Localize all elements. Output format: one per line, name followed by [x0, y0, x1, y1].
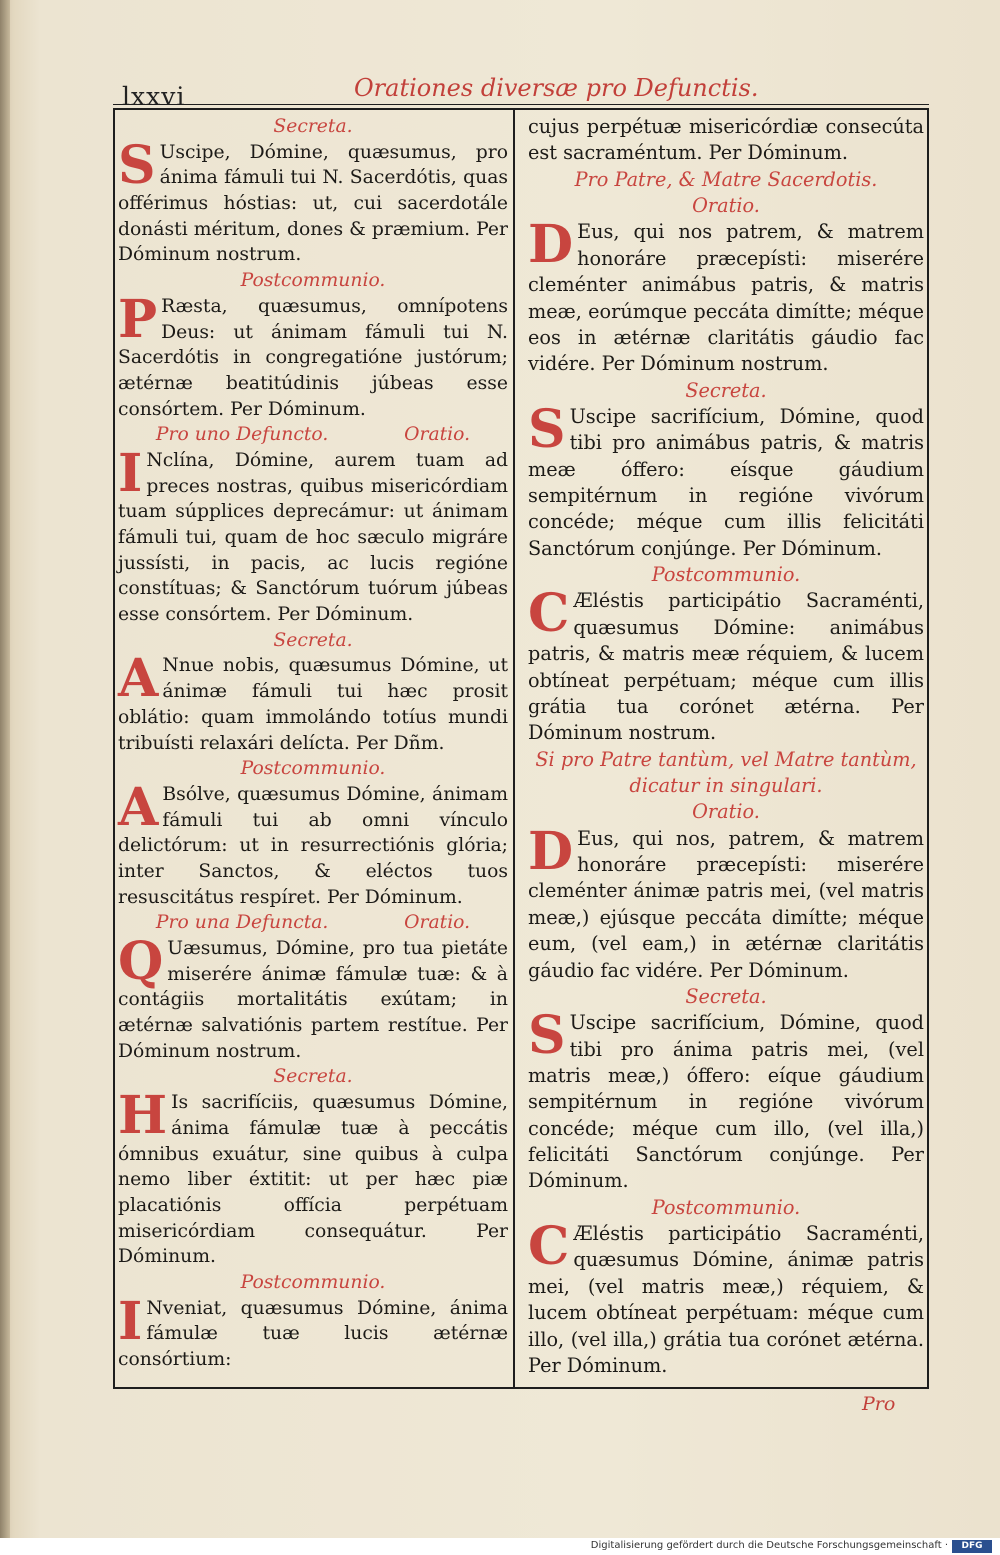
drop-cap: D	[528, 214, 574, 276]
drop-cap: P	[118, 288, 158, 350]
section-heading: Secreta.	[273, 1066, 353, 1088]
column-divider	[513, 108, 515, 1389]
prayer-body: Nclína, Dómine, aurem tuam ad preces nostras, quibus misericórdiam tuam súpplices deprecámur: ut ánimam fámuli tui, quam de hoc sæculo migráre jussísti, in pacis, ac lucis regióne constítuas; & Sanctórum tuórum júbeas esse consórtem. Per Dóminum.	[118, 449, 508, 626]
drop-cap: A	[118, 776, 159, 838]
running-title: Orationes diversæ pro Defunctis.	[354, 74, 759, 102]
prayer-text	[528, 1005, 924, 1195]
heading-title: Pro uno Defuncto.	[155, 424, 329, 446]
prayer-text	[528, 820, 924, 984]
heading-title: Pro una Defuncta.	[155, 912, 329, 934]
section-heading: Postcommunio.	[651, 563, 801, 587]
prayer-text	[528, 214, 924, 377]
heading-subtitle: Oratio.	[404, 424, 471, 446]
prayer-body: Bsólve, quæsumus Dómine, ánimam fámuli tui ab omni vínculo delictórum: ut in resurrectiónis glória; inter Sanctos, & eléctos tuos resuscitátus respíret. Per Dóminum.	[118, 783, 508, 908]
section-heading: Si pro Patre tantùm, vel Matre tantùm, dicatur in singulari.	[535, 747, 917, 797]
section-heading: Postcommunio.	[240, 1271, 386, 1293]
right-column	[528, 114, 924, 1379]
section-heading: Secreta.	[685, 378, 767, 402]
drop-cap: A	[118, 648, 159, 710]
prayer-body: Eus, qui nos patrem, & matrem honoráre præcepísti: miserére cleménter animábus patris, & matris meæ, eorúmque peccáta dimítte; méque eos in ætérnæ claritátis gáudio fac vidére. Per Dóminum nostrum.	[528, 220, 924, 376]
prayer-body: Eus, qui nos, patrem, & matrem honoráre præcepísti: miserére cleménter ánimæ patris mei, (vel matris meæ,) ejúsque peccáta dimítte; méque eum, (vel eam,) in ætérnæ claritátis gáudio fac vidére. Per Dóminum.	[528, 826, 924, 982]
prayer-text	[118, 134, 508, 268]
top-rule	[113, 104, 929, 105]
prayer-body: Uæsumus, Dómine, pro tua pietáte miserére ánimæ fámulæ tuæ: & à contágiis mortalitátis exútam; in ætérnæ salvatiónis partem restítue. Per Dóminum nostrum.	[118, 938, 508, 1062]
drop-cap: C	[528, 583, 570, 645]
section-heading	[118, 910, 508, 936]
prayer-text	[118, 1085, 508, 1270]
continued-prayer-text	[528, 114, 924, 167]
prayer-body: Uscipe sacrifícium, Dómine, quod tibi pro ánima patris mei, (vel matris meæ,) óffero: eíque gáudium sempitérnum in regióne vivórum concéde; méque cum illo, (vel illa,) felicitáti Sanctórum conjúnge. Per Dóminum.	[528, 1011, 924, 1193]
drop-cap: S	[528, 1005, 566, 1067]
drop-cap: D	[528, 820, 574, 882]
prayer-text	[118, 288, 508, 422]
drop-cap: Q	[118, 931, 164, 992]
prayer-body: cujus perpétuæ misericórdiæ consecúta est sacraméntum. Per Dóminum.	[528, 115, 924, 165]
page-number: lxxvi	[122, 82, 186, 111]
section-heading: Secreta.	[685, 984, 767, 1008]
prayer-text	[118, 1290, 508, 1373]
section-heading: Postcommunio.	[240, 758, 386, 780]
prayer-text	[118, 776, 508, 910]
prayer-text	[528, 583, 924, 746]
section-heading: Oratio.	[692, 800, 760, 824]
drop-cap: S	[118, 134, 156, 196]
funding-notice: Digitalisierung gefördert durch die Deutsche Forschungsgemeinschaft ·	[590, 1540, 948, 1551]
drop-cap: I	[118, 442, 143, 504]
prayer-text	[528, 1216, 924, 1379]
section-heading: Postcommunio.	[240, 270, 386, 292]
heading-subtitle: Oratio.	[404, 912, 471, 934]
prayer-body: Uscipe sacrifícium, Dómine, quod tibi pro animábus patris, & matris meæ óffero: eísque gáudium sempitérnum in regióne vivórum concéde; méque cum illis felicitáti Sanctórum conjúnge. Per Dóminum.	[528, 404, 924, 560]
prayer-text	[528, 398, 924, 562]
catchword: Pro	[862, 1393, 896, 1415]
section-heading: Pro Patre, & Matre Sacerdotis.	[574, 167, 878, 191]
prayer-body: Æléstis participátio Sacraménti, quæsumus Dómine: animábus patris, & matris meæ réquiem, & lucem obtíneat perpétuam; méque cum illis grátia tua corónet ætérna. Per Dóminum nostrum.	[528, 589, 924, 745]
left-column	[118, 114, 508, 1373]
prayer-body: Ræsta, quæsumus, omnípotens Deus: ut ánimam fámuli tui N. Sacerdótis in congregatióne justórum; ætérnæ beatitúdinis júbeas esse consórtem. Per Dóminum.	[118, 295, 508, 420]
section-heading: Oratio.	[692, 194, 760, 218]
section-heading: Secreta.	[273, 116, 353, 137]
prayer-text	[118, 442, 508, 628]
section-heading: Postcommunio.	[651, 1195, 801, 1219]
prayer-body: Uscipe, Dómine, quæsumus, pro ánima fámuli tui N. Sacerdótis, quas offérimus hóstias: ut, cui sacerdotále donásti méritum, dones & præmium. Per Dóminum nostrum.	[118, 141, 508, 266]
prayer-text	[118, 648, 508, 756]
page-edge	[0, 0, 10, 1538]
drop-cap: I	[118, 1290, 143, 1352]
prayer-body: Nveniat, quæsumus Dómine, ánima fámulæ tuæ lucis ætérnæ consórtium:	[118, 1297, 508, 1370]
prayer-body: Is sacrifíciis, quæsumus Dómine, ánima fámulæ tuæ à peccátis ómnibus exuátur, sine quibus à culpa nemo liber éxtitit: ut per hæc piæ placatiónis offícia perpétuam misericórdiam consequátur. Per Dóminum.	[118, 1092, 508, 1268]
prayer-body: Æléstis participátio Sacraménti, quæsumus Dómine, ánimæ patris mei, (vel matris meæ,) réquiem, & lucem obtíneat perpétuam: méque cum illo, (vel illa,) grátia tua corónet ætérna. Per Dóminum.	[528, 1222, 924, 1377]
section-heading	[118, 422, 508, 448]
drop-cap: S	[528, 398, 566, 460]
section-heading: Secreta.	[273, 629, 353, 651]
prayer-text	[118, 931, 508, 1064]
drop-cap: H	[118, 1085, 168, 1147]
prayer-body: Nnue nobis, quæsumus Dómine, ut ánimæ fámuli tui hæc prosit oblátio: quam immolándo totíus mundi tribuísti relaxári delícta. Per Dñm.	[118, 655, 508, 754]
dfg-logo: DFG	[952, 1540, 992, 1553]
drop-cap: C	[528, 1216, 570, 1278]
